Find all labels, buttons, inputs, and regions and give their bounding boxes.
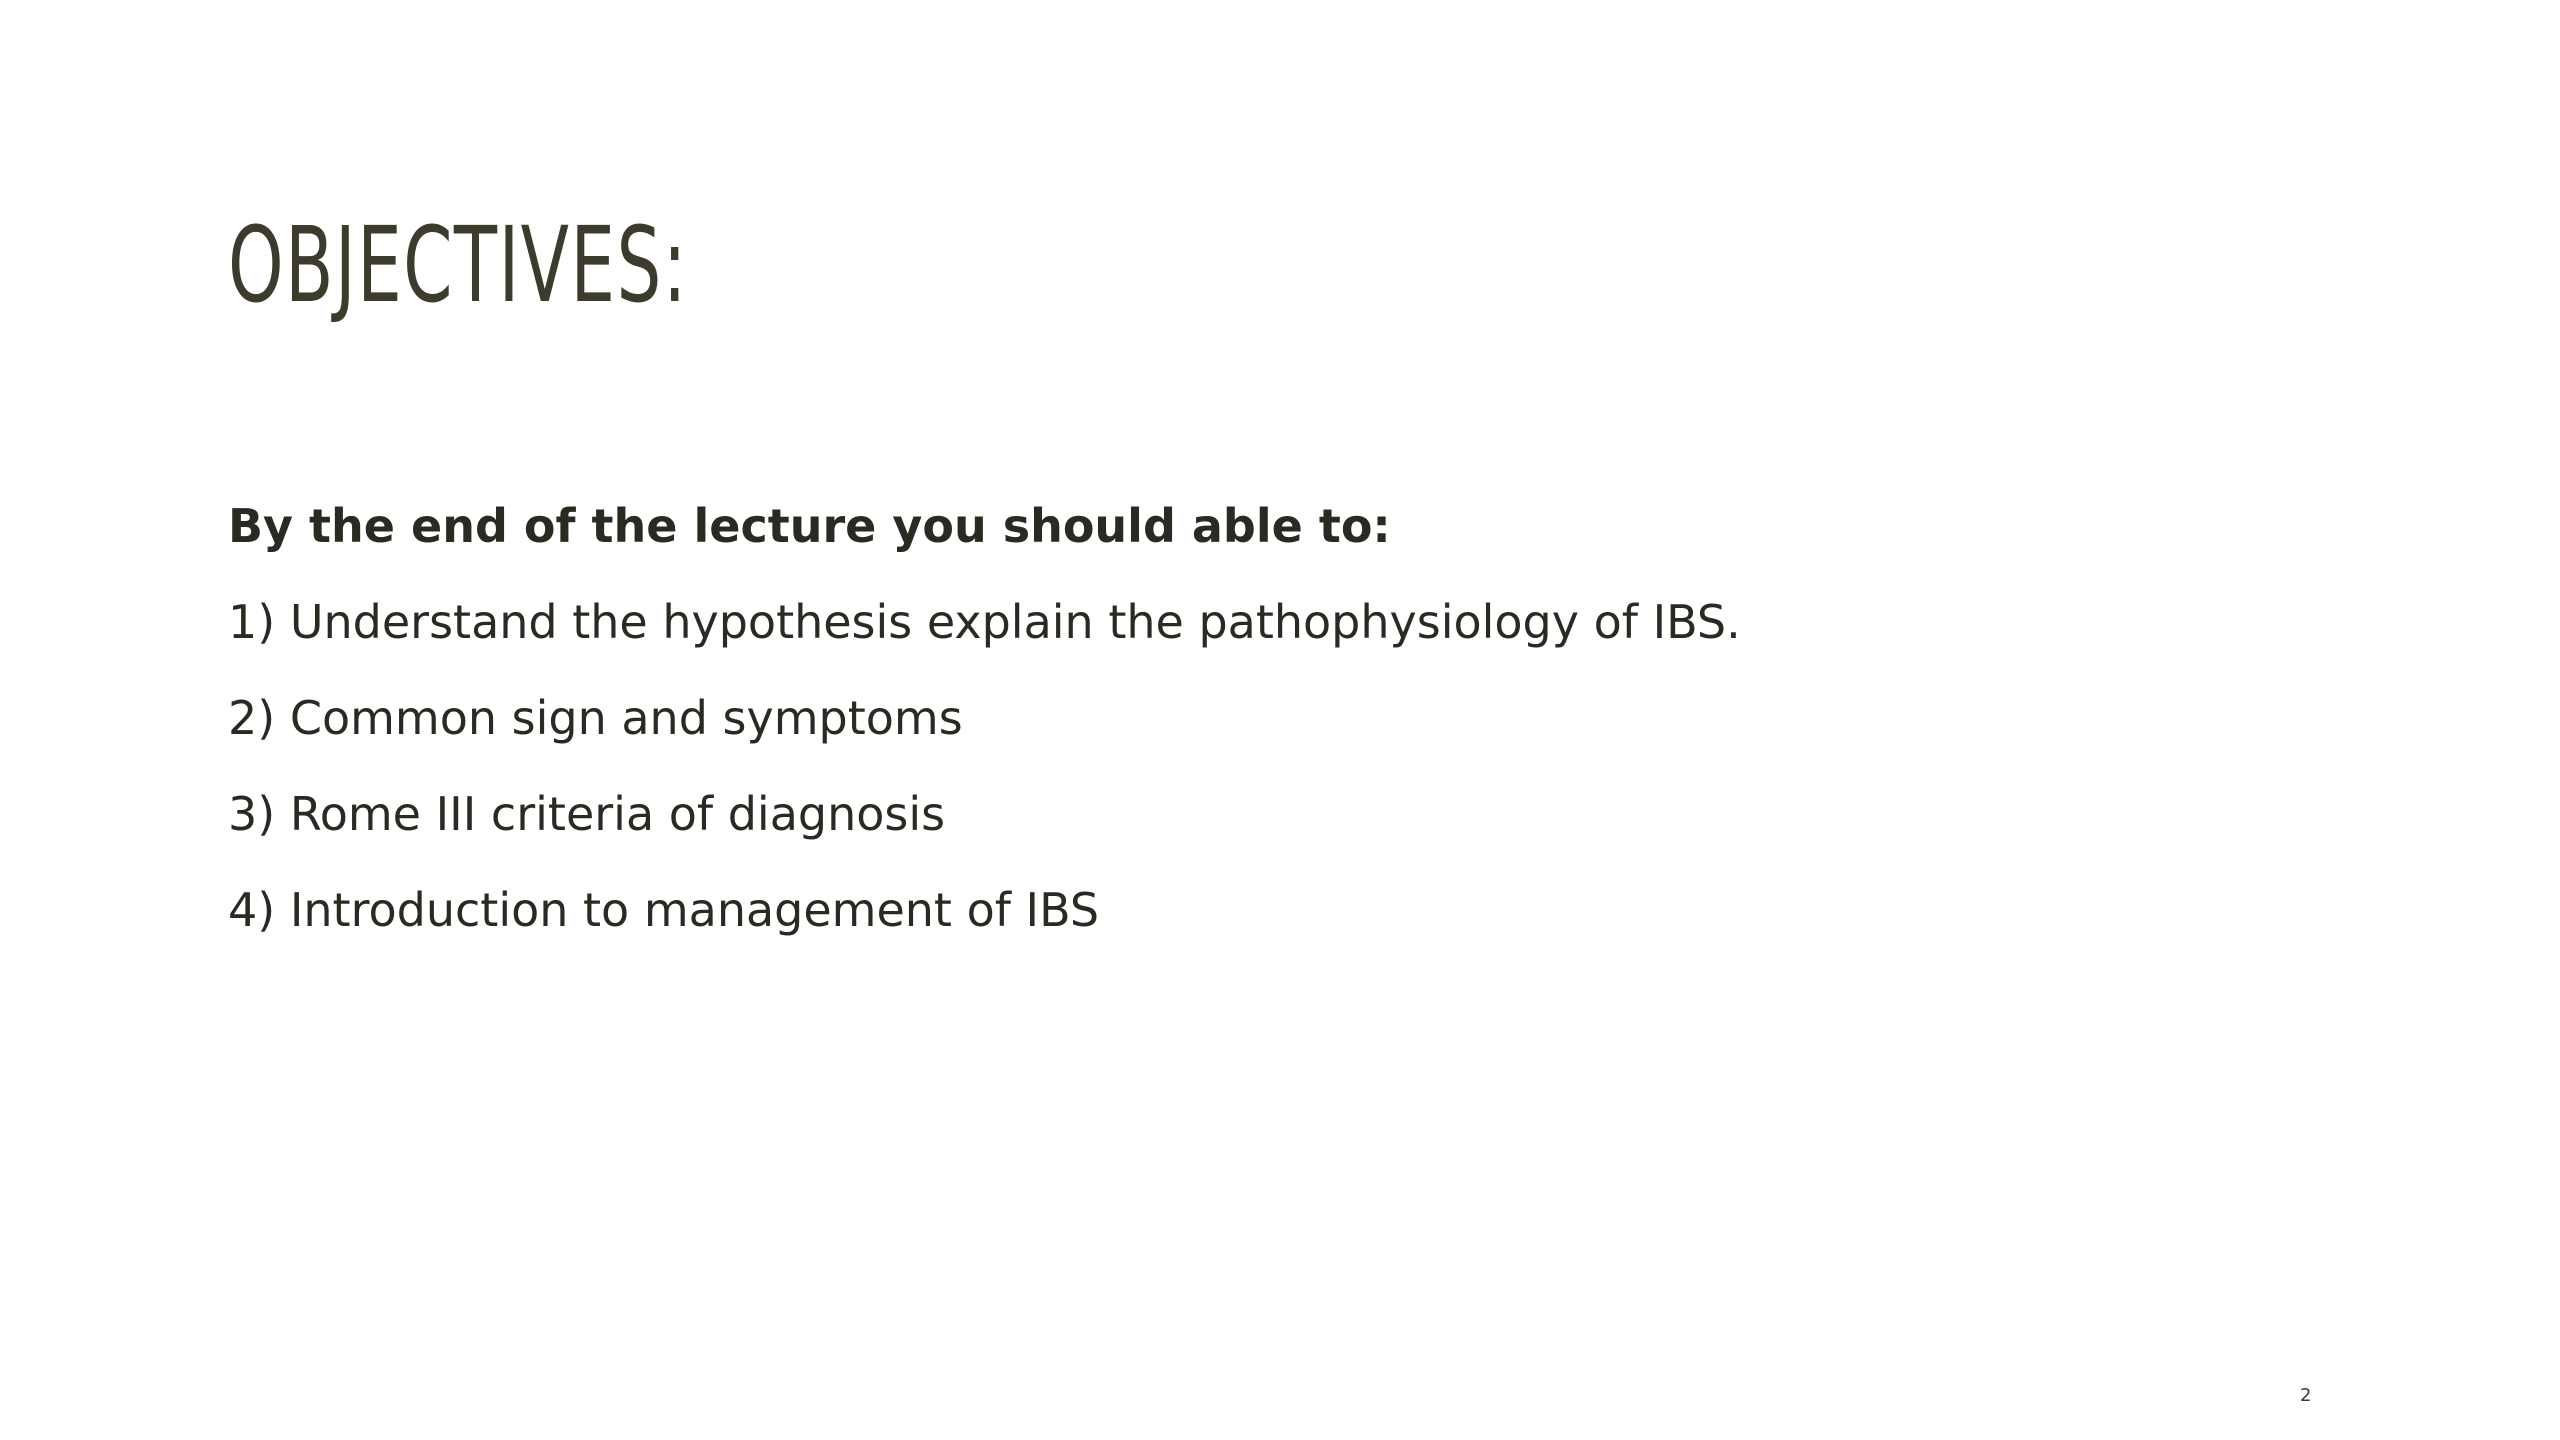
objective-item-2: 2) Common sign and symptoms (228, 691, 963, 745)
objective-item-4: 4) Introduction to management of IBS (228, 883, 1100, 937)
slide-title: OBJECTIVES: (228, 204, 688, 326)
objectives-intro: By the end of the lecture you should able to: (228, 499, 1391, 553)
slide-body (228, 490, 2328, 970)
objectives-list (228, 586, 2328, 946)
objective-item-3: 3) Rome III criteria of diagnosis (228, 787, 946, 841)
slide-number: 2 (2300, 1385, 2312, 1406)
objective-item-1: 1) Understand the hypothesis explain the pathophysiology of IBS. (228, 595, 1741, 649)
